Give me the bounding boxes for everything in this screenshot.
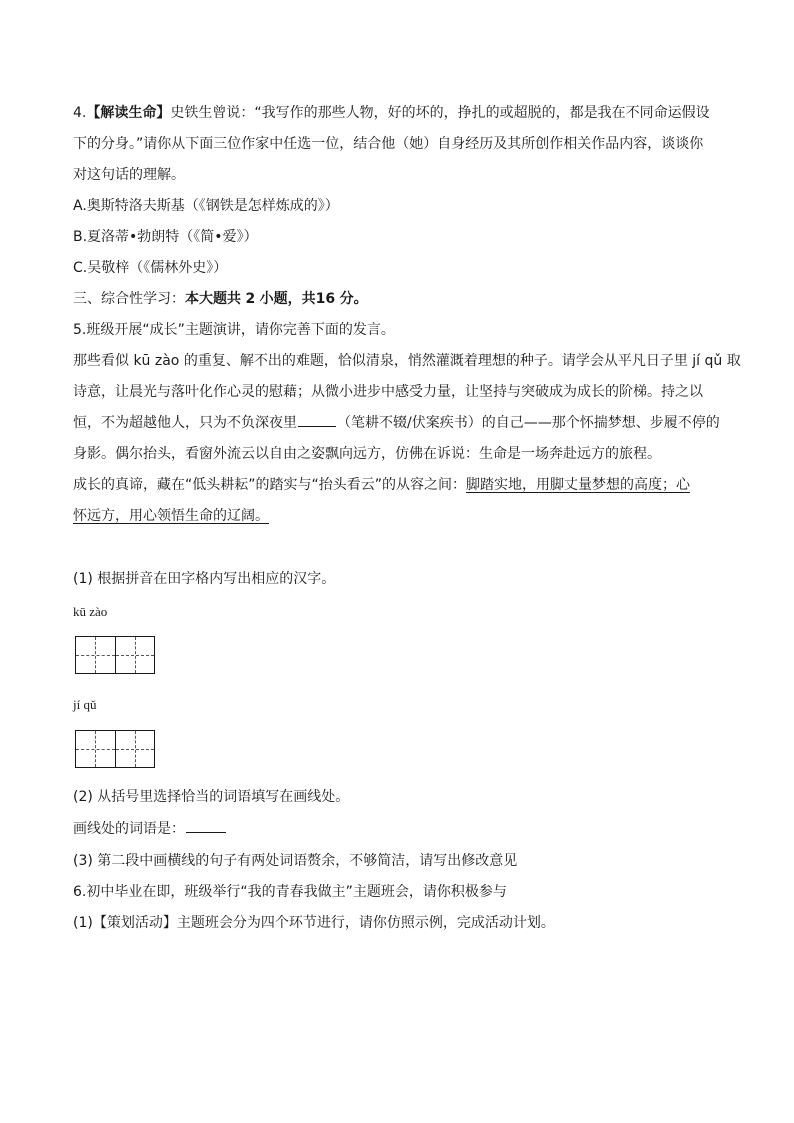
q5-paragraph-1-line-3 <box>73 412 733 434</box>
text-segment: （笔耕不辍/伏案疾书）的自己——那个怀揣梦想、步履不停的 <box>337 415 720 431</box>
q5-sub-2-answer <box>73 818 733 840</box>
section-desc: 分。 <box>339 291 368 307</box>
question-tag: 【解读生命】 <box>86 105 171 121</box>
section-desc: 小题，共 <box>259 291 316 307</box>
tianzige-grid[interactable] <box>75 636 155 674</box>
q6-sub-1 <box>73 912 733 934</box>
section-heading <box>73 288 733 310</box>
tianzige-grid[interactable] <box>75 730 155 768</box>
answer-label: 画线处的词语是： <box>73 821 185 837</box>
text-segment: 恒，不为超越他人，只为不负深夜里 <box>73 415 297 431</box>
sub-text: 主题班会分为四个环节进行，请你仿照示例，完成活动计划。 <box>176 915 555 931</box>
tianzige-cell[interactable] <box>76 637 116 673</box>
section-count: 2 <box>245 291 256 307</box>
answer-blank[interactable] <box>186 818 226 833</box>
sub-tag: 【策划活动】 <box>92 915 177 931</box>
q5-paragraph-1-line-2: 诗意，让晨光与落叶化作心灵的慰藉；从微小进步中感受力量，让坚持与突破成为成长的阶梯。持之以 <box>73 384 703 400</box>
q4-line-3: 对这句话的理解。 <box>73 167 185 183</box>
q5-sub-2: (2) 从括号里选择恰当的词语填写在画线处。 <box>73 789 350 805</box>
underlined-sentence: 怀远方，用心领悟生命的辽阔。 <box>73 508 269 524</box>
fill-in-blank[interactable] <box>298 412 336 427</box>
sub-number: (1) <box>73 915 93 931</box>
q4-line-2: 下的分身。”请你从下面三位作家中任选一位，结合他（她）自身经历及其所创作相关作品内容，谈谈你 <box>73 136 704 152</box>
q4-line-1 <box>73 102 733 124</box>
question-number: 4. <box>73 105 87 121</box>
text-segment: 成长的真谛，藏在“低头耕耘”的踏实与“抬头看云”的从容之间： <box>73 477 467 493</box>
question-text: 史铁生曾说：“我写作的那些人物，好的坏的，挣扎的或超脱的，都是我在不同命运假设 <box>170 105 710 121</box>
tianzige-cell[interactable] <box>116 731 155 767</box>
section-desc: 本大题共 <box>185 291 241 307</box>
q6-intro: 6.初中毕业在即，班级举行“我的青春我做主”主题班会，请你积极参与 <box>73 884 507 900</box>
q5-paragraph-2-line-1 <box>73 474 733 496</box>
q5-intro: 5.班级开展“成长”主题演讲，请你完善下面的发言。 <box>73 322 395 338</box>
q4-option-c: C.吴敬梓（《儒林外史》） <box>73 260 228 276</box>
section-score: 16 <box>315 291 336 307</box>
q5-paragraph-1-line-1: 那些看似 kū zào 的重复、解不出的难题，恰似清泉，悄然灌溉着理想的种子。请学会从平凡日子里 jí qǔ 取 <box>73 353 741 369</box>
q4-option-a: A.奥斯特洛夫斯基（《钢铁是怎样炼成的》） <box>73 198 339 214</box>
pinyin-label: jí qǔ <box>73 697 97 712</box>
q4-option-b: B.夏洛蒂•勃朗特（《简•爱》） <box>73 229 258 245</box>
tianzige-cell[interactable] <box>116 637 155 673</box>
q5-sub-3: (3) 第二段中画横线的句子有两处词语赘余，不够简洁，请写出修改意见 <box>73 853 518 869</box>
q5-sub-1: (1) 根据拼音在田字格内写出相应的汉字。 <box>73 571 336 587</box>
q5-paragraph-1-line-4: 身影。偶尔抬头，看窗外流云以自由之姿飘向远方，仿佛在诉说：生命是一场奔赴远方的旅程。 <box>73 446 661 462</box>
tianzige-cell[interactable] <box>76 731 116 767</box>
underlined-sentence: 脚踏实地，用脚丈量梦想的高度；心 <box>466 477 691 493</box>
section-label: 三、综合性学习： <box>73 291 185 307</box>
q5-paragraph-2-line-2 <box>73 505 733 527</box>
pinyin-label: kū zào <box>73 604 108 619</box>
